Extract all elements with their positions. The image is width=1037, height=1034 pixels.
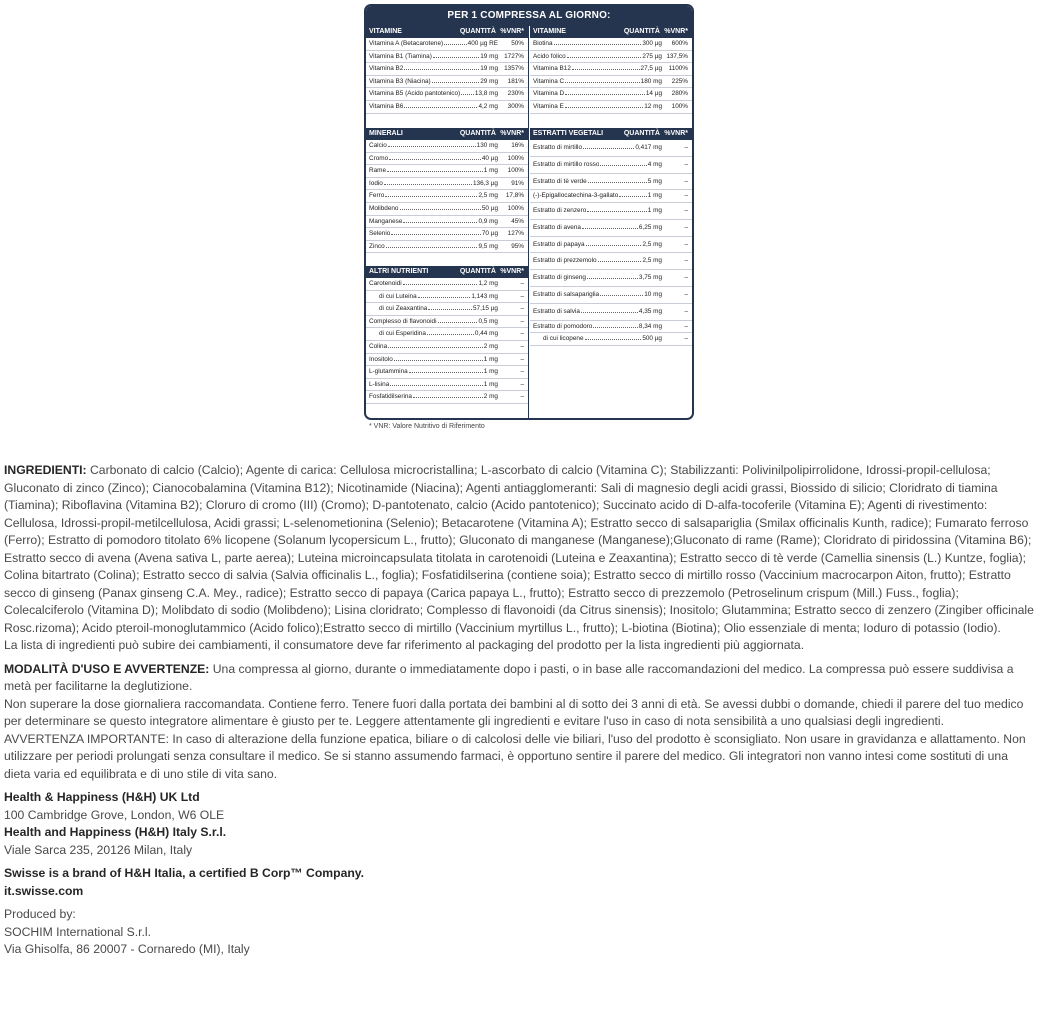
column-header-quantity: QUANTITÀ [459,268,496,275]
nutrient-quantity: 19 mg [480,65,498,73]
nutrient-name: Rame [369,167,387,175]
website-link[interactable]: it.swisse.com [4,883,84,898]
dot-leader [587,278,638,279]
nutrient-vnr: 1727% [504,52,524,60]
dot-leader [583,148,634,149]
nutrient-name: Estratto di prezzemolo [533,257,597,265]
nutrient-vnr: 137,5% [666,52,688,60]
dot-leader [389,159,481,160]
nutrient-vnr: – [520,342,524,350]
nutrient-row [366,241,528,254]
nutrient-row [366,366,528,379]
nutrient-name: Vitamina B3 (Niacina) [369,77,431,85]
dot-leader [432,82,480,83]
nutrient-name: Estratto di zenzero [533,206,587,214]
dot-leader [394,360,483,361]
usage-text: Una compressa al giorno, durante o immediatamente dopo i pasti, o in base alle raccomandazioni del medico. La compressa può essere suddivisa a metà per facilitarne la deglutizione. [4,661,1014,693]
nutrient-vnr: – [684,322,688,330]
dot-leader [427,334,474,335]
section-header [530,128,692,140]
nutrient-name: Estratto di tè verde [533,177,587,185]
nutrient-name: Estratto di pomodoro [533,322,593,330]
nutrient-quantity: 2 mg [483,393,498,401]
dot-leader [404,107,477,108]
dot-leader [600,295,643,296]
nutrient-quantity: 1 mg [483,368,498,376]
nutrient-row [530,304,692,321]
dot-leader [565,107,643,108]
nutrient-name: Estratto di ginseng [533,274,586,282]
nutrient-name: Vitamina B6 [369,102,404,110]
dot-leader [384,184,472,185]
it-company-name: Health and Happiness (H&H) Italy S.r.l. [4,825,227,839]
nutrient-vnr: – [684,274,688,282]
nutrient-quantity: 4,2 mg [478,102,498,110]
nutrient-quantity: 27,5 µg [640,65,662,73]
brand-statement: Swisse is a brand of H&H Italia, a certified B Corp™ Company. [4,866,365,880]
nutrient-row [530,140,692,157]
nutrient-quantity: 40 µg [481,154,498,162]
nutrient-name: Vitamina E [533,102,564,110]
section-header [366,26,528,38]
column-header-name: VITAMINE [369,28,402,35]
nutrient-vnr: 100% [507,154,524,162]
nutrient-row [530,253,692,270]
nutrient-vnr: 600% [671,40,688,47]
nutrient-vnr: – [684,206,688,214]
section-vitamine-left [366,26,528,114]
section-vitamine-right [530,26,692,114]
column-header-quantity: QUANTITÀ [459,28,496,35]
nutrient-vnr: – [520,355,524,363]
nutrient-vnr: 100% [507,167,524,175]
nutrient-row [530,333,692,346]
nutrient-name: di cui Luteina [379,292,417,300]
nutrient-name: Vitamina C [533,77,565,85]
nutrient-quantity: 130 mg [476,142,498,149]
nutrient-name: Estratto di salvia [533,307,580,315]
nutrient-row [366,228,528,241]
ingredients-note: La lista di ingredienti può subire dei cambiamenti, il consumatore deve far riferimento al packaging del prodotto per la lista ingredienti più aggiornata. [4,638,805,652]
nutrient-vnr: 300% [507,102,524,110]
nutrient-quantity: 70 µg [481,230,498,238]
dot-leader [593,327,638,328]
column-header-vnr: %VNR* [500,28,524,35]
dot-leader [567,57,642,58]
nutrient-quantity: 1 mg [483,355,498,363]
nutrient-quantity: 136,3 µg [472,179,498,187]
nutrient-quantity: 12 mg [644,102,662,110]
nutrient-name: Vitamina A (Betacarotene) [369,40,444,47]
nutrient-name: di cui Esperidina [379,330,426,338]
nutrient-vnr: 45% [511,217,524,225]
nutrient-vnr: – [520,330,524,338]
nutrient-quantity: 3,75 mg [638,274,662,282]
nutrient-quantity: 4,35 mg [638,307,662,315]
nutrient-vnr: – [684,160,688,168]
nutrient-vnr: – [520,305,524,313]
dot-leader [600,165,646,166]
nutrient-name: Inositolo [369,355,393,363]
nutrient-vnr: – [520,368,524,376]
nutrient-vnr: 50% [511,40,524,47]
nutrient-quantity: 10 mg [644,290,662,298]
nutrient-vnr: – [684,223,688,231]
dot-leader [572,69,640,70]
usage-label: MODALITÀ D'USO E AVVERTENZE: [4,661,210,676]
dot-leader [461,94,474,95]
nutrient-row [366,341,528,354]
dot-leader [587,211,646,212]
nutrient-quantity: 180 mg [640,77,662,85]
nutrient-quantity: 2,5 mg [478,192,498,200]
nutrient-row [366,216,528,229]
nutrient-name: di cui licopene [543,335,584,343]
nutrient-vnr: – [520,292,524,300]
section-estratti-vegetali [530,128,692,346]
nutrient-row [530,88,692,101]
nutrient-quantity: 4 mg [647,160,662,168]
column-header-name: MINERALI [369,130,403,137]
nutrient-row [530,76,692,89]
nutrient-row [366,316,528,329]
dot-leader [390,385,483,386]
nutrient-quantity: 0,44 mg [474,330,498,338]
nutrient-vnr: – [684,335,688,343]
nutrient-name: Vitamina D [533,90,565,98]
nutrient-row [366,303,528,316]
dot-leader [400,209,481,210]
nutrient-name: Complesso di flavonoidi [369,317,437,325]
dot-leader [387,171,483,172]
column-header-name: ALTRI NUTRIENTI [369,268,429,275]
nutrient-row [366,379,528,392]
nutrient-vnr: – [684,177,688,185]
ingredients-text: Carbonato di calcio (Calcio); Agente di carica: Cellulosa microcristallina; L-ascorbato di calcio (Vitamina C); Stabilizzanti: Polivinilpolipirrolidone, Idrossi-propil-cellulosa; Gluconato di zinco (Zinco); Cianocobalamina (Vitamina B12); Nicotinamide (Niacina); Agenti antiagglomeranti: Sali di magnesio degli acidi grassi, Biossido di silicio; Cloridrato di tiamina (Tiamina); Riboflavina (Vitamina B2); Cloruro di cromo (III) (Cromo); D-pantotenato, calcio (Acido pantotenico); Succinato acido di D-alfa-tocoferile (Vitamina E); Agenti di rivestimento: Cellulosa, Idrossi-propil-metilcellulosa, Acidi grassi; L-selenometionina (Selenio); Betacarotene (Vitamina A); Estratto secco di salsapariglia (Smilax officinalis Kunth, radice); Fumarato ferroso (Ferro); Estratto di pomodoro titolato 6% licopene (Solanum lycopersicum L., frutto); Gluconato di manganese (Manganese);Gluconato di rame (Rame); Cloridrato di piridossina (Vitamina B6); Estratto secco di avena (Avena sativa L, parte aerea); Luteina microincapsulata titolata in carotenoidi (Luteina e Zeaxantina); Estratto secco di tè verde (Camellia sinensis (L.) Kuntze, foglia); Colina bitartrato (Colina); Estratto secco di salvia (Salvia officinalis L., foglia); Fosfatidilserina (contiene soia); Estratto secco di mirtillo rosso (Vaccinium macrocarpon Aiton, frutto); Estratto secco di ginseng (Panax ginseng C.A. Mey., radice); Estratto secco di papaya (Carica papaya L., frutto); Estratto secco di prezzemolo (Petroselinum crispum (Mill.) Fuss., foglia); Colecalciferolo (Vitamina D); Molibdato di sodio (Molibdeno); Lisina cloridrato; Complesso di flavonoidi (da Citrus sinensis); Inositolo; Glutammina; Estratto secco di zenzero (Zingiber officinale Rosc.rizoma); Acido pteroil-monoglutammico (Acido folico);Estratto secco di mirtillo (Vaccinium myrtillus L., frutto); L-biotina (Biotina); Olio essenziale di menta; Ioduro di potassio (Iodio). [4,463,1034,635]
dot-leader [433,57,479,58]
section-header [530,26,692,38]
nutrient-quantity: 1 mg [647,206,662,214]
nutrient-name: Vitamina B5 (Acido pantotenico) [369,90,461,98]
nutrient-quantity: 0,5 mg [478,317,498,325]
panel-left-column [366,26,529,418]
column-header-vnr: %VNR* [664,130,688,137]
uk-company-name: Health & Happiness (H&H) UK Ltd [4,790,200,804]
nutrient-name: Estratto di mirtillo [533,144,583,151]
nutrient-row [530,190,692,203]
supplement-facts-panel [364,4,694,420]
dot-leader [444,44,467,45]
ingredients-label: INGREDIENTI: [4,463,87,477]
nutrient-quantity: 5 mg [647,177,662,185]
nutrient-name: Zinco [369,242,385,250]
dot-leader [403,222,477,223]
section-minerali [366,128,528,253]
column-header-vnr: %VNR* [500,268,524,275]
nutrient-quantity: 0,417 mg [635,144,662,151]
nutrient-name: Vitamina B1 (Tiamina) [369,52,432,60]
nutrient-row [530,287,692,304]
nutrient-name: Molibdeno [369,204,399,212]
nutrient-name: Iodio [369,179,383,187]
nutrient-name: Estratto di mirtillo rosso [533,160,600,168]
usage-warnings: Non superare la dose giornaliera raccomandata. Contiene ferro. Tenere fuori dalla portata dei bambini al di sotto dei 3 anni di età. Se avessi dubbi o domande, chiedi il parere del tuo medico per determinare se questo integratore alimentare è giusto per te. Leggere attentamente gli ingredienti e evitare l'uso in caso di nota sensibilità a uno qualsiasi degli ingredienti. [4,696,1024,728]
column-header-vnr: %VNR* [500,130,524,137]
dot-leader [565,82,640,83]
dot-leader [554,44,642,45]
dot-leader [409,372,483,373]
nutrient-name: Calcio [369,142,387,149]
nutrient-vnr: – [520,280,524,287]
nutrient-quantity: 1,143 mg [471,292,498,300]
nutrient-row [530,270,692,287]
nutrient-name: Manganese [369,217,403,225]
nutrient-quantity: 2 mg [483,342,498,350]
nutrient-quantity: 400 µg RE [467,40,498,47]
nutrient-vnr: – [684,307,688,315]
producer-address: Via Ghisolfa, 86 20007 - Cornaredo (MI), Italy [4,942,250,956]
panel-title: PER 1 COMPRESSA AL GIORNO: [366,6,692,26]
dot-leader [428,309,472,310]
nutrient-name: Selenio [369,230,391,238]
produced-by-label: Produced by: [4,907,76,921]
dot-leader [438,322,478,323]
nutrient-vnr: – [520,380,524,388]
nutrient-name: L-glutammina [369,368,408,376]
nutrient-vnr: 225% [671,77,688,85]
nutrient-row [366,391,528,404]
nutrient-name: Estratto di avena [533,223,581,231]
nutrient-vnr: – [520,393,524,401]
nutrient-quantity: 2,5 mg [642,240,662,248]
nutrient-name: Carotenoidi [369,280,402,287]
nutrient-row [366,291,528,304]
nutrient-row [366,354,528,367]
nutrient-quantity: 275 µg [642,52,662,60]
nutrient-row [366,38,528,51]
nutrient-name: Biotina [533,40,553,47]
nutrient-vnr: 127% [507,230,524,238]
nutrient-vnr: – [684,240,688,248]
nutrient-row [530,51,692,64]
nutrient-quantity: 14 µg [645,90,662,98]
nutrient-name: Ferro [369,192,385,200]
nutrient-row [366,278,528,291]
panel-right-column [530,26,692,418]
dot-leader [586,245,642,246]
nutrient-row [530,174,692,191]
it-company-address: Viale Sarca 235, 20126 Milan, Italy [4,842,193,857]
nutrient-vnr: – [520,317,524,325]
dot-leader [413,397,483,398]
important-warning: AVVERTENZA IMPORTANTE: In caso di alterazione della funzione epatica, biliare o di calcolosi delle vie biliari, l'uso del prodotto è sconsigliato. Non usare in gravidanza e allattamento. Non utilizzare per periodi prolungati senza consultare il medico. Se si stanno assumendo farmaci, è opportuno sentire il parere del medico. Gli integratori non vanno intesi come sostituti di una dieta varia ed equilibrata e di uno stile di vita sano. [4,731,1026,781]
dot-leader [388,347,483,348]
column-header-quantity: QUANTITÀ [623,28,660,35]
column-header-quantity: QUANTITÀ [623,130,660,137]
column-header-name: ESTRATTI VEGETALI [533,130,604,137]
nutrient-row [366,51,528,64]
nutrient-name: Vitamina B2 [369,65,404,73]
dot-leader [388,146,476,147]
nutrient-quantity: 29 mg [480,77,498,85]
dot-leader [403,284,478,285]
nutrient-row [530,321,692,334]
nutrient-row [530,38,692,51]
dot-leader [565,94,645,95]
nutrient-quantity: 9,5 mg [478,242,498,250]
section-altri-nutrienti [366,266,528,404]
column-header-vnr: %VNR* [664,28,688,35]
nutrient-name: Fosfatidilserina [369,393,412,401]
nutrient-name: Estratto di papaya [533,240,585,248]
nutrient-vnr: 91% [511,179,524,187]
nutrient-row [530,237,692,254]
nutrient-row [366,153,528,166]
nutrient-name: Colina [369,342,388,350]
dot-leader [582,228,638,229]
dot-leader [386,247,478,248]
nutrient-row [366,178,528,191]
dot-leader [598,261,642,262]
nutrient-row [530,220,692,237]
nutrient-name: L-lisina [369,380,390,388]
uk-company-address: 100 Cambridge Grove, London, W6 OLE [4,807,225,822]
nutrient-vnr: 100% [507,204,524,212]
nutrient-vnr: 16% [511,142,524,149]
nutrient-row [530,203,692,220]
nutrient-quantity: 0,9 mg [478,217,498,225]
nutrient-quantity: 1 mg [647,192,662,200]
nutrient-quantity: 8,34 mg [638,322,662,330]
nutrient-row [530,101,692,114]
nutrient-quantity: 57,15 µg [472,305,498,313]
column-header-name: VITAMINE [533,28,566,35]
nutrient-name: Cromo [369,154,389,162]
dot-leader [391,234,481,235]
nutrient-row [366,76,528,89]
nutrient-row [366,101,528,114]
nutrient-vnr: 280% [671,90,688,98]
product-info-text [4,462,1034,959]
nutrient-quantity: 50 µg [481,204,498,212]
section-header [366,128,528,140]
nutrient-vnr: 181% [507,77,524,85]
nutrient-vnr: 1100% [668,65,688,73]
usage-paragraph [4,661,1034,696]
nutrient-row [366,328,528,341]
nutrient-name: (-)-Epigallocatechina-3-gallato [533,192,619,200]
section-header [366,266,528,278]
nutrient-row [366,63,528,76]
nutrient-quantity: 2,5 mg [642,257,662,265]
nutrient-vnr: – [684,257,688,265]
dot-leader [619,196,647,197]
nutrient-quantity: 1 mg [483,167,498,175]
nutrient-quantity: 13,8 mg [474,90,498,98]
nutrient-row [366,140,528,153]
nutrient-row [366,165,528,178]
ingredients-paragraph [4,462,1034,637]
panel-columns [366,26,692,418]
dot-leader [585,339,642,340]
nutrient-quantity: 6,25 mg [638,223,662,231]
nutrient-quantity: 1,2 mg [478,280,498,287]
nutrient-vnr: – [684,144,688,151]
dot-leader [385,196,477,197]
nutrient-quantity: 1 mg [483,380,498,388]
nutrient-row [366,190,528,203]
dot-leader [404,69,479,70]
producer-name: SOCHIM International S.r.l. [4,924,151,939]
nutrient-quantity: 19 mg [480,52,498,60]
nutrient-row [530,157,692,174]
column-header-quantity: QUANTITÀ [459,130,496,137]
nutrient-name: Acido folico [533,52,566,60]
nutrient-name: di cui Zeaxantina [379,305,428,313]
nutrient-vnr: – [684,290,688,298]
dot-leader [418,297,471,298]
nutrient-name: Vitamina B12 [533,65,571,73]
nutrient-vnr: 230% [507,90,524,98]
nutrient-vnr: – [684,192,688,200]
nutrient-vnr: 17,8% [505,192,524,200]
nutrient-name: Estratto di salsapariglia [533,290,600,298]
nutrient-vnr: 95% [511,242,524,250]
dot-leader [581,312,638,313]
nutrient-quantity: 500 µg [642,335,662,343]
nutrient-vnr: 1357% [504,65,524,73]
dot-leader [588,182,647,183]
nutrient-row [530,63,692,76]
nutrient-quantity: 300 µg [642,40,662,47]
vnr-footnote: * VNR: Valore Nutritivo di Riferimento [369,423,485,430]
nutrient-row [366,203,528,216]
nutrient-vnr: 100% [671,102,688,110]
nutrient-row [366,88,528,101]
